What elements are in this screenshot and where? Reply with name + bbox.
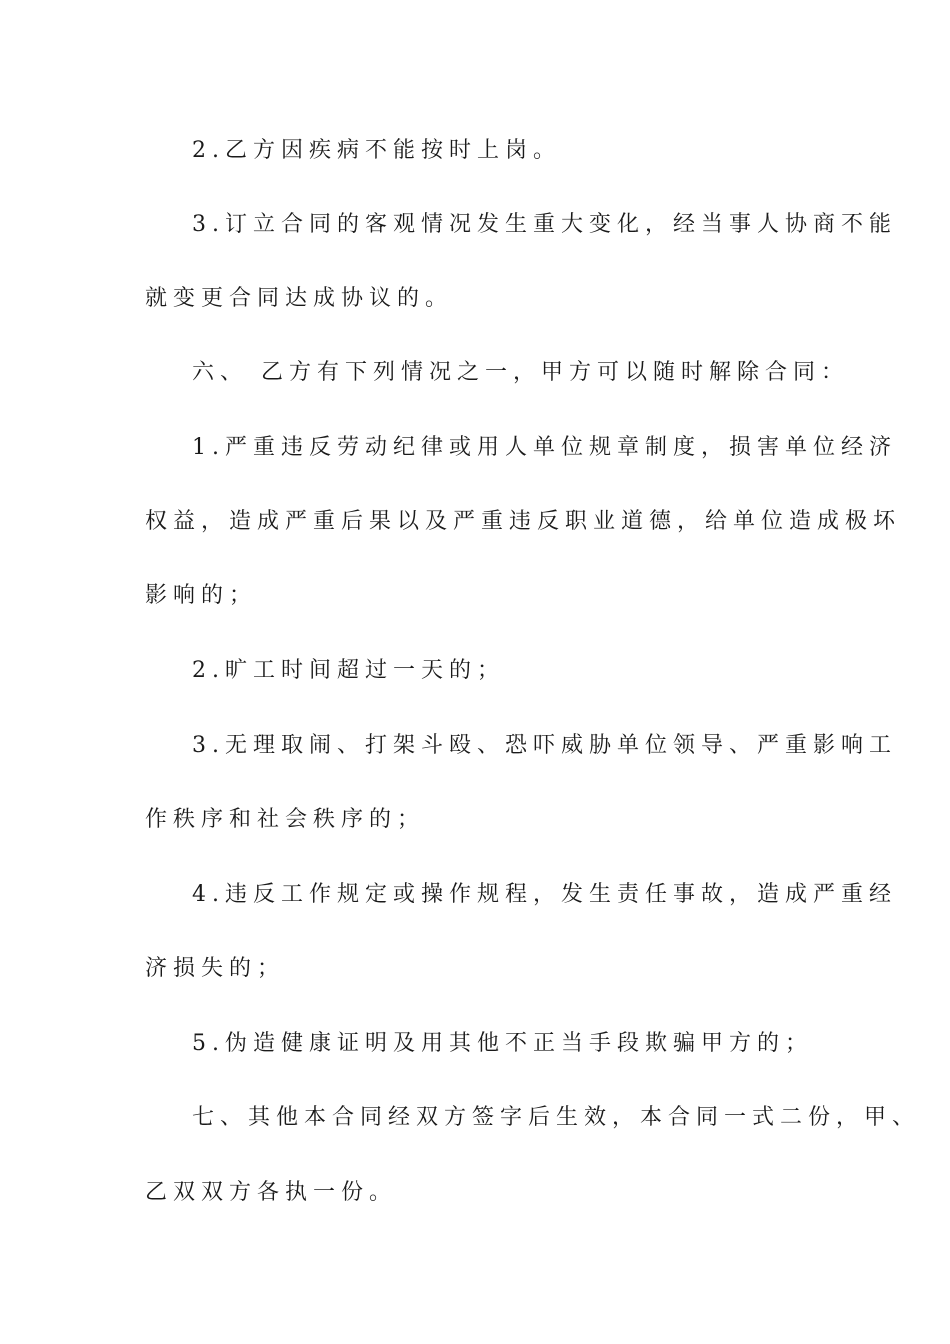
paragraph-line: 作秩序和社会秩序的； (145, 807, 426, 832)
paragraph-line: 1.严重违反劳动纪律或用人单位规章制度，损害单位经济 (192, 435, 897, 460)
paragraph-line: 影响的； (145, 583, 258, 608)
paragraph-line: 5.伪造健康证明及用其他不正当手段欺骗甲方的； (192, 1031, 813, 1056)
paragraph-line: 2.旷工时间超过一天的； (192, 658, 505, 683)
paragraph-line: 权益，造成严重后果以及严重违反职业道德，给单位造成极坏 (145, 509, 902, 534)
paragraph-line: 3.订立合同的客观情况发生重大变化，经当事人协商不能 (192, 212, 897, 237)
paragraph-line: 4.违反工作规定或操作规程，发生责任事故，造成严重经 (192, 882, 897, 907)
paragraph-line: 2.乙方因疾病不能按时上岗。 (192, 138, 561, 163)
paragraph-line: 就变更合同达成协议的。 (145, 286, 454, 311)
paragraph-line: 3.无理取闹、打架斗殴、恐吓威胁单位领导、严重影响工 (192, 733, 897, 758)
section-heading: 七、其他本合同经双方签字后生效，本合同一式二份，甲、 (192, 1105, 921, 1130)
paragraph-line: 乙双双方各执一份。 (145, 1180, 398, 1205)
section-heading: 六、 乙方有下列情况之一，甲方可以随时解除合同： (192, 360, 849, 385)
paragraph-line: 济损失的； (145, 956, 286, 981)
